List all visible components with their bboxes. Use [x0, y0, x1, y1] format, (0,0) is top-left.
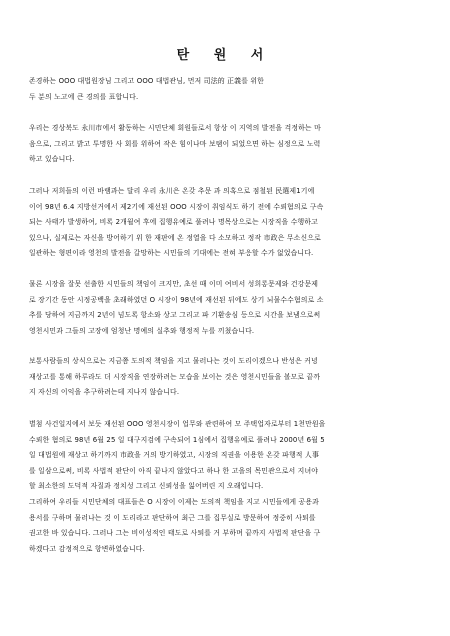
paragraph-introduction	[29, 121, 427, 168]
text-line: 로 장기간 동안 시정공백을 초래하였던 O 시장이 98년에 재선된 뒤에도 상기 뇌물수수혐의로 소	[29, 295, 324, 304]
text-line: 일 대법원에 재상고 하기까지 市政을 거의 방기하였고, 시장의 직권을 이용한 온갖 파행적 人事	[29, 451, 319, 459]
text-line: 용서를 구하며 물러나는 것 이 도리라고 판단하여 최근 그를 집무실로 방문하여 정중히 사퇴를	[29, 513, 316, 522]
text-line: 존경하는 OOO 대법원장님 그리고 OOO 대법관님, 먼저 司法的 正義를 위한	[29, 77, 264, 85]
text-line: 되는 사태가 발생하여, 비록 2개월여 후에 집행유예로 풀려나 명목상으로는 시장직을 수행하고	[29, 218, 318, 226]
text-line: 있으나, 실제로는 자신을 방어하기 위 한 재판에 온 정열을 다 소모하고 정작 市政은 무소신으로	[29, 233, 321, 242]
text-line: 영천시민과 그들의 고장에 엄청난 명예의 실추와 행정적 누를 끼쳤습니다.	[29, 326, 255, 335]
text-line: 하겠다고 감정적으로 항변하였습니다.	[29, 544, 145, 553]
paragraph-conclusion	[29, 495, 427, 557]
text-line: 추를 당하여 지금까지 2년이 넘도록 항소와 상고 그리고 파 기환송심 등으로 시간을 보냄으로써	[29, 311, 321, 319]
text-line: 그리하여 우리들 시민단체의 대표들은 O 시장이 이제는 도의적 책임을 지고 시민들에게 공용과	[29, 498, 319, 506]
text-line: 를 일삼으로써, 비록 사법적 판단이 아직 끝나지 않았다고 하나 한 고을의 목민관으로서 지녀야	[29, 466, 319, 475]
text-line: 이어 98년 6.4 지방선거에서 제2기에 재선된 OOO 시장이 취임식도 하기 전에 수뢰혐의로 구속	[29, 202, 324, 211]
text-line: 우리는 경상북도 永川市에서 활동하는 시민단체 회원들로서 항상 이 지역의 발전을 걱정하는 마	[29, 124, 321, 132]
text-line: 권고한 바 있습니다. 그러나 그는 비이성적인 태도로 사퇴를 거 부하며 끝까지 사법적 판단을 구	[29, 529, 321, 537]
text-line: 음으로, 그리고 밝고 투명한 사 회를 위하여 작은 힘이나마 보탬이 되었으면 하는 심정으로 노력	[29, 139, 321, 148]
text-line: 할 최소한의 도덕적 자질과 정치성 그리고 신뢰성을 잃어버린 지 오래입니다.	[29, 482, 264, 490]
paragraph-situation	[29, 184, 427, 262]
text-line: 재상고를 통해 하루라도 더 시장직을 연장하려는 모습을 보이는 것은 영천시민들을 볼모로 끝까	[29, 372, 321, 381]
text-line: 그러나 저희들의 이런 바램과는 달리 우리 永川은 온갖 추문 과 의혹으로 점철된 民選제1기에	[29, 187, 315, 195]
text-line: 하고 있습니다.	[29, 155, 75, 163]
paragraph-common-sense	[29, 354, 427, 401]
text-line: 물론 시장을 잘못 선출한 시민들의 책임이 크지만, 초선 때 이미 여비서 성희롱문제와 건강문제	[29, 280, 319, 288]
paragraph-responsibility	[29, 277, 427, 339]
document-title: 탄 원 서	[176, 48, 274, 63]
paragraph-greeting	[29, 74, 427, 105]
text-line: 보통사람들의 상식으로는 지금쯤 도의적 책임을 지고 물러나는 것이 도리이겠으나 반성은 커녕	[29, 357, 318, 365]
text-line: 별첨 사건일지에서 보듯 재선된 OOO 영천시장이 업무와 관련하여 모 주택업자로부터 1천만원을	[29, 420, 326, 428]
text-line: 두 분의 노고에 큰 경의를 표합니다.	[29, 92, 139, 101]
text-line: 수뢰한 혐의로 98년 6월 25 일 대구지검에 구속되어 1심에서 집행유예로 풀려나 2000년 6월 5	[29, 435, 325, 444]
paragraph-case-log	[29, 417, 427, 495]
text-line: 지 자신의 이익을 추구하려는데 지나지 않습니다.	[29, 388, 180, 396]
text-line: 일관하는 형편이라 영천의 발전을 갈망하는 시민들의 기대에는 전혀 부응할 수가 없었습니다.	[29, 249, 314, 257]
